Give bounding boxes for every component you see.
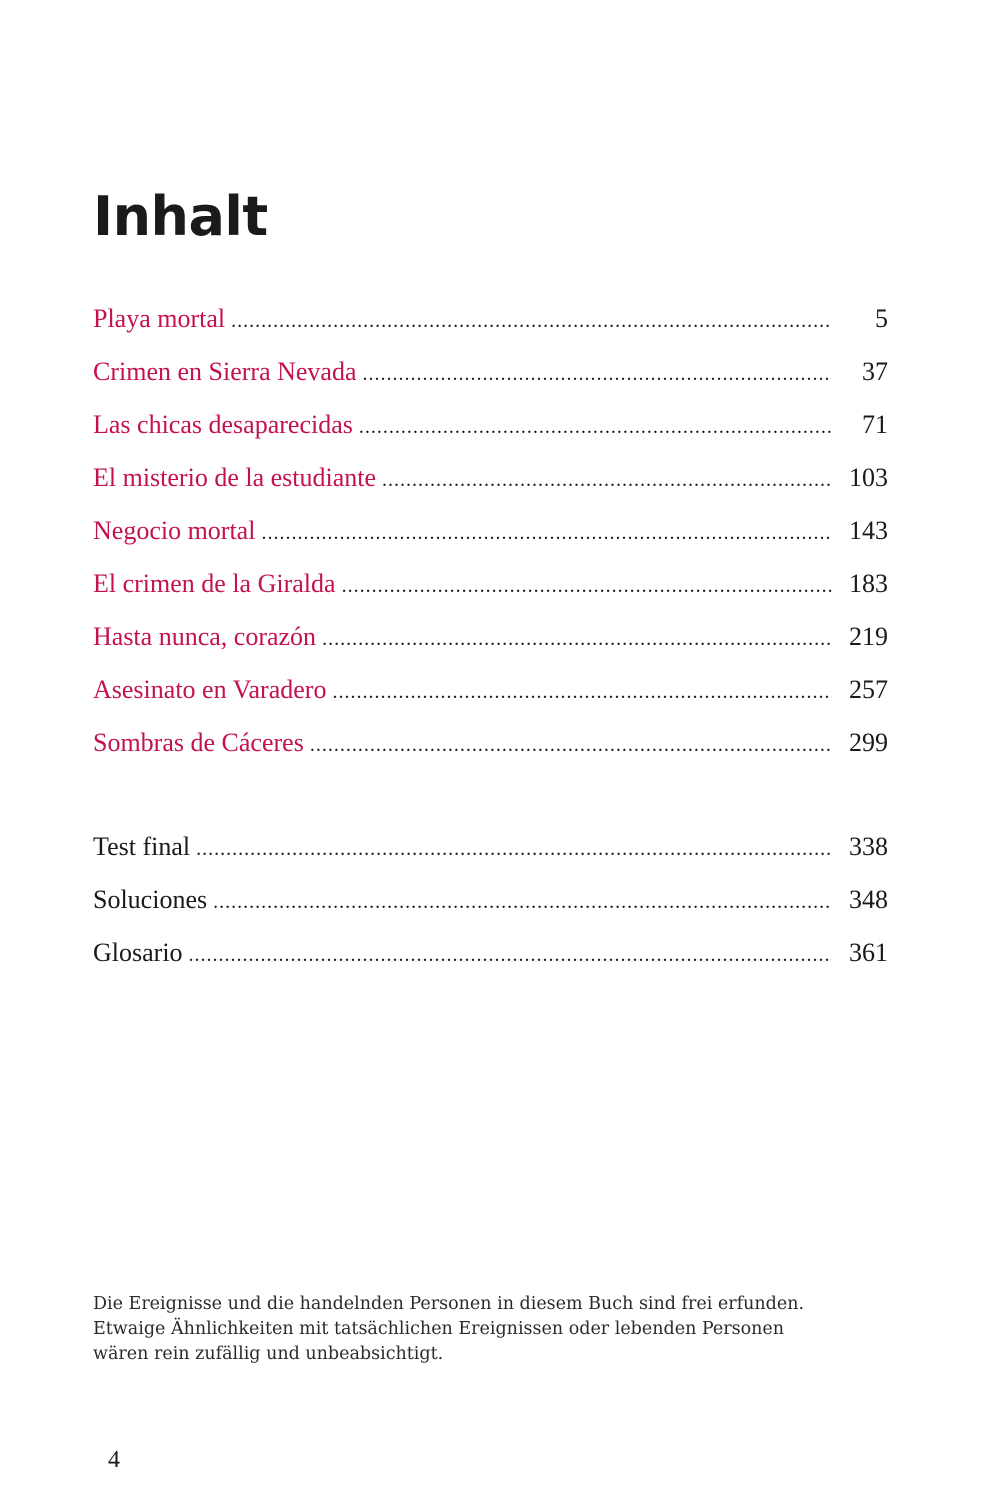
toc-leader-dots: [342, 575, 832, 598]
toc-entry[interactable]: [93, 516, 888, 569]
toc-entry[interactable]: [93, 675, 888, 728]
toc-entry[interactable]: [93, 728, 888, 781]
toc-entry[interactable]: [93, 304, 888, 357]
toc-leader-dots: [189, 944, 832, 967]
toc-entry-title: El crimen de la Giralda: [93, 569, 336, 598]
table-of-contents-appendix: [93, 832, 888, 991]
toc-entry[interactable]: [93, 885, 888, 938]
toc-entry-title: Sombras de Cáceres: [93, 728, 304, 757]
toc-entry-title: Hasta nunca, corazón: [93, 622, 317, 651]
toc-entry[interactable]: [93, 463, 888, 516]
table-of-contents-chapters: [93, 304, 888, 781]
toc-entry-title: Test final: [93, 832, 191, 861]
toc-entry-title: Las chicas desaparecidas: [93, 410, 353, 439]
page-number: 4: [108, 1447, 120, 1473]
toc-entry-page: 219: [849, 622, 888, 651]
toc-entry-title: Crimen en Sierra Nevada: [93, 357, 357, 386]
disclaimer-line: Die Ereignisse und die handelnden Personen in diesem Buch sind frei erfunden.: [93, 1294, 805, 1314]
toc-entry-page: 299: [849, 728, 888, 757]
disclaimer-text: [93, 1292, 893, 1367]
toc-entry-title: Negocio mortal: [93, 516, 256, 545]
toc-leader-dots: [332, 681, 832, 704]
toc-entry-title: Playa mortal: [93, 304, 226, 333]
toc-entry-page: 37: [862, 357, 888, 386]
toc-entry-title: Soluciones: [93, 885, 208, 914]
disclaimer-line: Etwaige Ähnlichkeiten mit tatsächlichen Ereignissen oder lebenden Personen: [93, 1319, 785, 1339]
toc-entry-page: 183: [849, 569, 888, 598]
toc-leader-dots: [196, 838, 832, 861]
toc-leader-dots: [322, 628, 832, 651]
toc-entry[interactable]: [93, 357, 888, 410]
toc-entry-title: El misterio de la estudiante: [93, 463, 377, 492]
toc-leader-dots: [310, 734, 832, 757]
toc-leader-dots: [261, 522, 832, 545]
toc-entry-page: 257: [849, 675, 888, 704]
toc-leader-dots: [363, 363, 832, 386]
toc-entry[interactable]: [93, 832, 888, 885]
toc-entry-page: 348: [849, 885, 888, 914]
toc-entry-page: 361: [849, 938, 888, 967]
toc-leader-dots: [382, 469, 832, 492]
toc-entry-title: Asesinato en Varadero: [93, 675, 327, 704]
toc-leader-dots: [359, 416, 832, 439]
disclaimer-line: wären rein zufällig und unbeabsichtigt.: [93, 1344, 444, 1364]
toc-entry[interactable]: [93, 938, 888, 991]
toc-entry-title: Glosario: [93, 938, 183, 967]
toc-leader-dots: [213, 891, 832, 914]
toc-leader-dots: [231, 310, 832, 333]
toc-entry-page: 338: [849, 832, 888, 861]
toc-entry-page: 5: [875, 304, 888, 333]
toc-entry-page: 143: [849, 516, 888, 545]
page-title: Inhalt: [93, 185, 268, 248]
toc-entry[interactable]: [93, 410, 888, 463]
toc-entry[interactable]: [93, 622, 888, 675]
toc-entry-page: 71: [862, 410, 888, 439]
toc-entry[interactable]: [93, 569, 888, 622]
toc-entry-page: 103: [849, 463, 888, 492]
